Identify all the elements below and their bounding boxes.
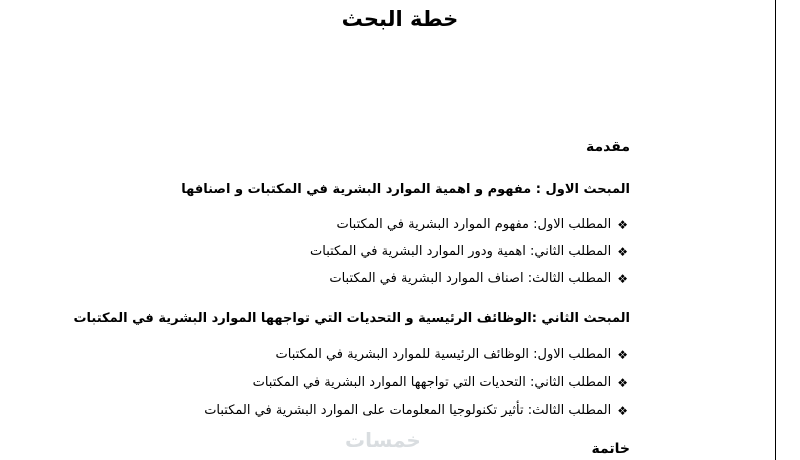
intro-heading: مقدمة [586,139,630,155]
section-2-heading: المبحث الثاني :الوظائف الرئيسية و التحديات التي تواجهها الموارد البشرية في المكتبات [73,311,630,326]
section-1-item-2 [310,243,628,261]
section-2-item-1 [276,346,628,364]
diamond-bullet-icon: ❖ [617,348,628,362]
item-label: المطلب الثاني: التحديات التي تواجهها الموارد البشرية في المكتبات [252,375,612,390]
section-1-heading: المبحث الاول : مفهوم و اهمية الموارد البشرية في المكتبات و اصنافها [181,182,630,197]
diamond-bullet-icon: ❖ [617,272,628,286]
section-2-item-3 [204,402,628,420]
section-2-item-2 [253,374,628,392]
diamond-bullet-icon: ❖ [617,218,628,232]
diamond-bullet-icon: ❖ [617,404,628,418]
conclusion-heading: خاتمة [591,441,630,457]
item-label: المطلب الثالث: اصناف الموارد البشرية في المكتبات [329,271,612,286]
item-label: المطلب الاول: الوظائف الرئيسية للموارد البشرية في المكتبات [275,347,612,362]
section-1-item-1 [336,216,628,234]
item-label: المطلب الاول: مفهوم الموارد البشرية في المكتبات [336,217,612,232]
section-1-item-3 [329,270,628,288]
diamond-bullet-icon: ❖ [617,245,628,259]
page-margin-line [775,0,776,460]
diamond-bullet-icon: ❖ [617,376,628,390]
item-label: المطلب الثاني: اهمية ودور الموارد البشرية في المكتبات [310,244,612,259]
khamsat-watermark: خمسات [345,428,421,452]
item-label: المطلب الثالث: تأثير تكنولوجيا المعلومات على الموارد البشرية في المكتبات [204,403,612,418]
page-title: خطة البحث [341,7,459,31]
